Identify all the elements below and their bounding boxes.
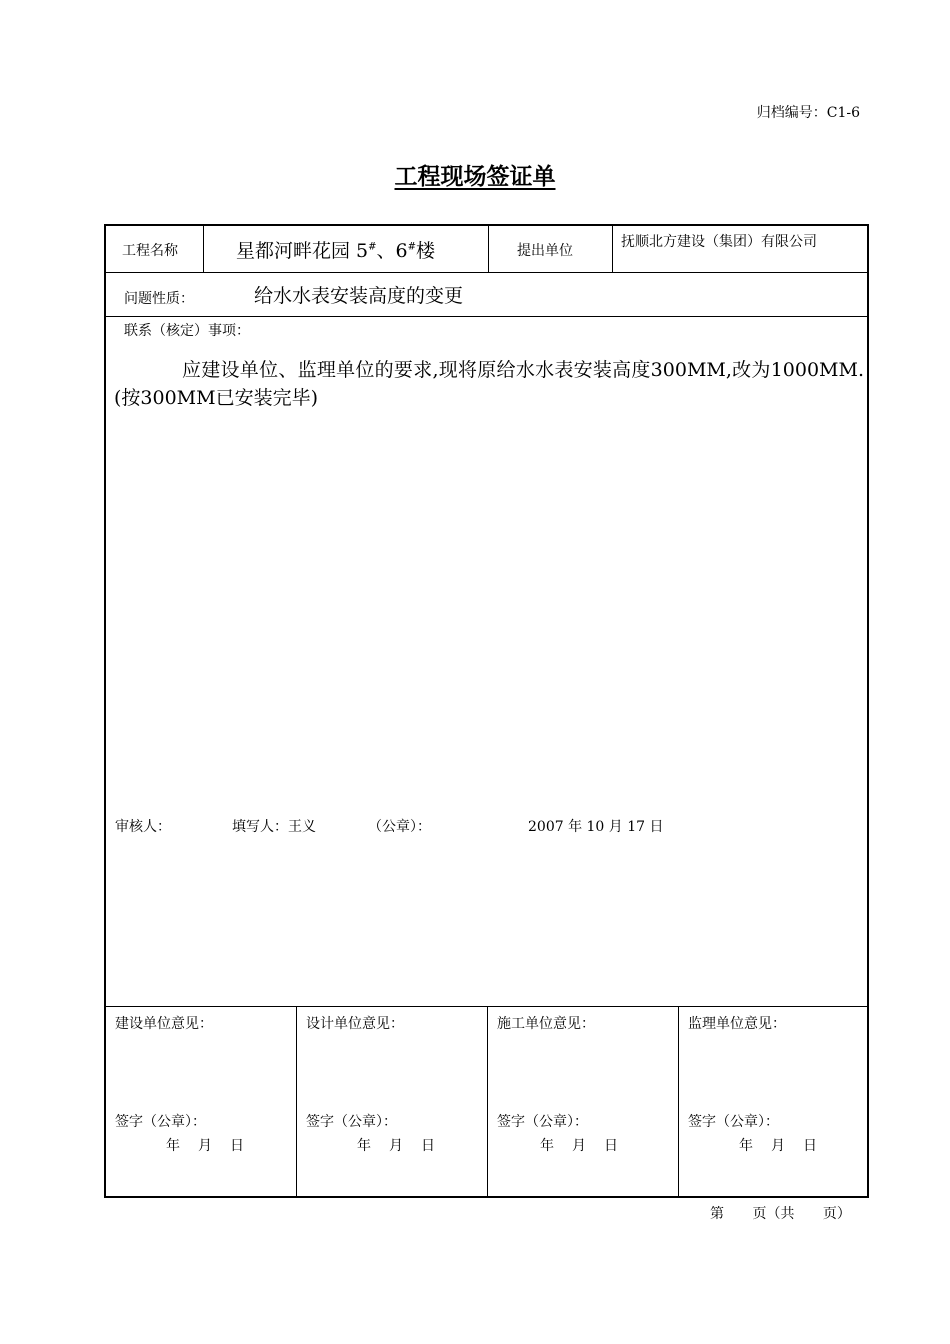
page-title xyxy=(0,158,950,191)
project-label: 工程名称 xyxy=(122,243,178,259)
archive-number: 归档编号：C1-6 xyxy=(756,105,860,121)
opinion-owner xyxy=(106,1006,297,1196)
day-label: 日 xyxy=(421,1138,435,1154)
opinion-design xyxy=(297,1006,488,1196)
contact-date: 2007 年 10 月 17 日 xyxy=(528,819,664,835)
seal-label: （公章）： xyxy=(368,819,431,835)
submit-value-cell xyxy=(613,226,869,272)
month-label: 月 xyxy=(771,1138,785,1154)
opinion-label: 施工单位意见： xyxy=(497,1016,595,1032)
submit-label-cell xyxy=(489,226,613,272)
project-value-sep: 、6 xyxy=(376,240,408,262)
issue-row xyxy=(106,272,867,317)
sign-label: 签字（公章）： xyxy=(306,1114,397,1130)
project-value-cell xyxy=(204,226,489,272)
page-suffix: 页） xyxy=(822,1206,851,1222)
project-sup-2: # xyxy=(407,241,417,253)
visa-form xyxy=(104,224,869,1198)
header-row xyxy=(106,226,867,273)
month-label: 月 xyxy=(198,1138,212,1154)
contact-label: 联系（核定）事项： xyxy=(124,323,250,339)
project-value xyxy=(236,236,435,263)
opinion-supervision xyxy=(679,1006,869,1196)
page-number xyxy=(710,1203,853,1223)
sign-date xyxy=(540,1135,636,1155)
month-label: 月 xyxy=(389,1138,403,1154)
day-label: 日 xyxy=(230,1138,244,1154)
page-prefix: 第 xyxy=(710,1206,724,1222)
page-title-text: 工程现场签证单 xyxy=(394,164,556,190)
sign-label: 签字（公章）： xyxy=(688,1114,779,1130)
filler-label: 填写人：王义 xyxy=(232,819,316,835)
sign-label: 签字（公章）： xyxy=(115,1114,206,1130)
reviewer-label: 审核人： xyxy=(115,819,171,835)
opinion-label: 设计单位意见： xyxy=(306,1016,404,1032)
opinion-construction xyxy=(488,1006,679,1196)
project-value-suffix: 楼 xyxy=(416,240,436,262)
month-label: 月 xyxy=(572,1138,586,1154)
project-label-cell xyxy=(106,226,204,272)
sign-date xyxy=(166,1135,262,1155)
year-label: 年 xyxy=(357,1138,371,1154)
year-label: 年 xyxy=(540,1138,554,1154)
opinions-row xyxy=(106,1006,867,1196)
sign-date xyxy=(739,1135,835,1155)
year-label: 年 xyxy=(739,1138,753,1154)
issue-value: 给水水表安装高度的变更 xyxy=(254,285,464,307)
day-label: 日 xyxy=(604,1138,618,1154)
sign-label: 签字（公章）： xyxy=(497,1114,588,1130)
day-label: 日 xyxy=(803,1138,817,1154)
project-sup-1: # xyxy=(368,241,377,253)
issue-label: 问题性质： xyxy=(124,291,194,307)
contact-section xyxy=(106,316,867,1007)
submit-value: 抚顺北方建设（集团）有限公司 xyxy=(621,234,817,250)
year-label: 年 xyxy=(166,1138,180,1154)
contact-body: 应建设单位、监理单位的要求,现将原给水水表安装高度300MM,改为1000MM.(按300MM已安装完毕) xyxy=(114,359,864,409)
opinion-label: 建设单位意见： xyxy=(115,1016,213,1032)
submit-label: 提出单位 xyxy=(517,243,573,259)
opinion-label: 监理单位意见： xyxy=(688,1016,786,1032)
project-value-main: 星都河畔花园 5 xyxy=(236,240,369,262)
page-mid: 页（共 xyxy=(752,1206,795,1222)
sign-date xyxy=(357,1135,453,1155)
